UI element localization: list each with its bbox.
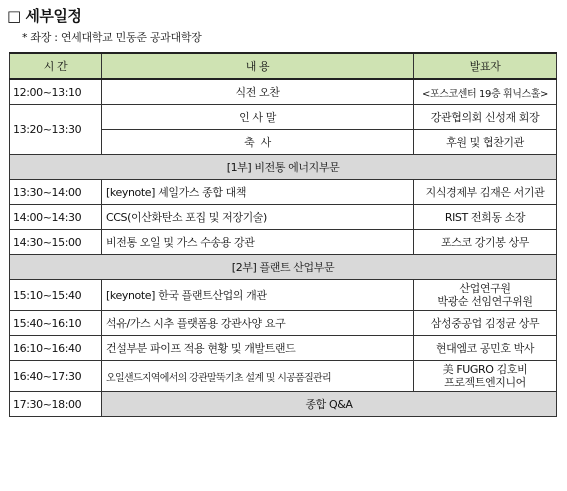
time-cell: 16:40~17:30 [10, 361, 102, 392]
presenter-cell: 강관협의회 신성재 회장 [414, 105, 557, 130]
table-row [10, 79, 557, 105]
time-cell: 13:30~14:00 [10, 180, 102, 205]
time-cell: 14:00~14:30 [10, 205, 102, 230]
page-title: □ 세부일정 [7, 7, 82, 25]
content-cell: 건설부분 파이프 적용 현황 및 개발트랜드 [102, 336, 414, 361]
time-cell: 17:30~18:00 [10, 392, 102, 417]
table-row [10, 311, 557, 336]
presenter-cell [414, 280, 557, 311]
time-cell: 15:10~15:40 [10, 280, 102, 311]
time-cell: 15:40~16:10 [10, 311, 102, 336]
table-row [10, 280, 557, 311]
content-cell: [keynote] 한국 플랜트산업의 개관 [102, 280, 414, 311]
presenter-cell: 후원 및 협찬기관 [414, 130, 557, 155]
table-row [10, 205, 557, 230]
content-cell: 비전통 오일 및 가스 수송용 강관 [102, 230, 414, 255]
presenter-cell: <포스코센터 19층 휘닉스홀> [414, 79, 557, 105]
header-content: 내 용 [102, 53, 414, 79]
schedule-table [9, 52, 557, 417]
time-cell: 16:10~16:40 [10, 336, 102, 361]
content-cell: 인 사 말 [102, 105, 414, 130]
presenter-cell: 포스코 강기봉 상무 [414, 230, 557, 255]
presenter-line: 산업연구원 [459, 282, 511, 295]
chair-note: * 좌장 : 연세대학교 민동준 공과대학장 [22, 31, 202, 44]
table-row [10, 361, 557, 392]
presenter-cell: 지식경제부 김재은 서기관 [414, 180, 557, 205]
section-title-1: [1부] 비전통 에너지부문 [10, 155, 557, 180]
section-title-2: [2부] 플랜트 산업부문 [10, 255, 557, 280]
table-row [10, 180, 557, 205]
table-row [10, 230, 557, 255]
content-cell: 오일샌드지역에서의 강관말뚝기초 설계 및 시공품질관리 [102, 361, 414, 392]
content-cell: 종합 Q&A [102, 392, 557, 417]
presenter-cell: RIST 전희동 소장 [414, 205, 557, 230]
presenter-cell: 현대엠코 공민호 박사 [414, 336, 557, 361]
time-cell: 14:30~15:00 [10, 230, 102, 255]
section-row [10, 255, 557, 280]
presenter-line: 美 FUGRO 김호비 [442, 363, 528, 376]
content-cell: CCS(이산화탄소 포집 및 저장기술) [102, 205, 414, 230]
header-time: 시 간 [10, 53, 102, 79]
table-row [10, 336, 557, 361]
content-cell: 석유/가스 시추 플랫폼용 강관사양 요구 [102, 311, 414, 336]
header-presenter: 발표자 [414, 53, 557, 79]
presenter-line: 프로젝트엔지니어 [444, 376, 526, 389]
presenter-cell: 삼성중공업 김정균 상무 [414, 311, 557, 336]
presenter-line: 박광순 선임연구위원 [437, 295, 533, 308]
presenter-cell [414, 361, 557, 392]
content-cell: [keynote] 셰일가스 종합 대책 [102, 180, 414, 205]
table-row [10, 392, 557, 417]
section-row [10, 155, 557, 180]
time-cell: 13:20~13:30 [10, 105, 102, 155]
content-cell: 축 사 [102, 130, 414, 155]
time-cell: 12:00~13:10 [10, 79, 102, 105]
table-row [10, 105, 557, 130]
content-cell: 식전 오찬 [102, 79, 414, 105]
table-header-row [10, 53, 557, 79]
